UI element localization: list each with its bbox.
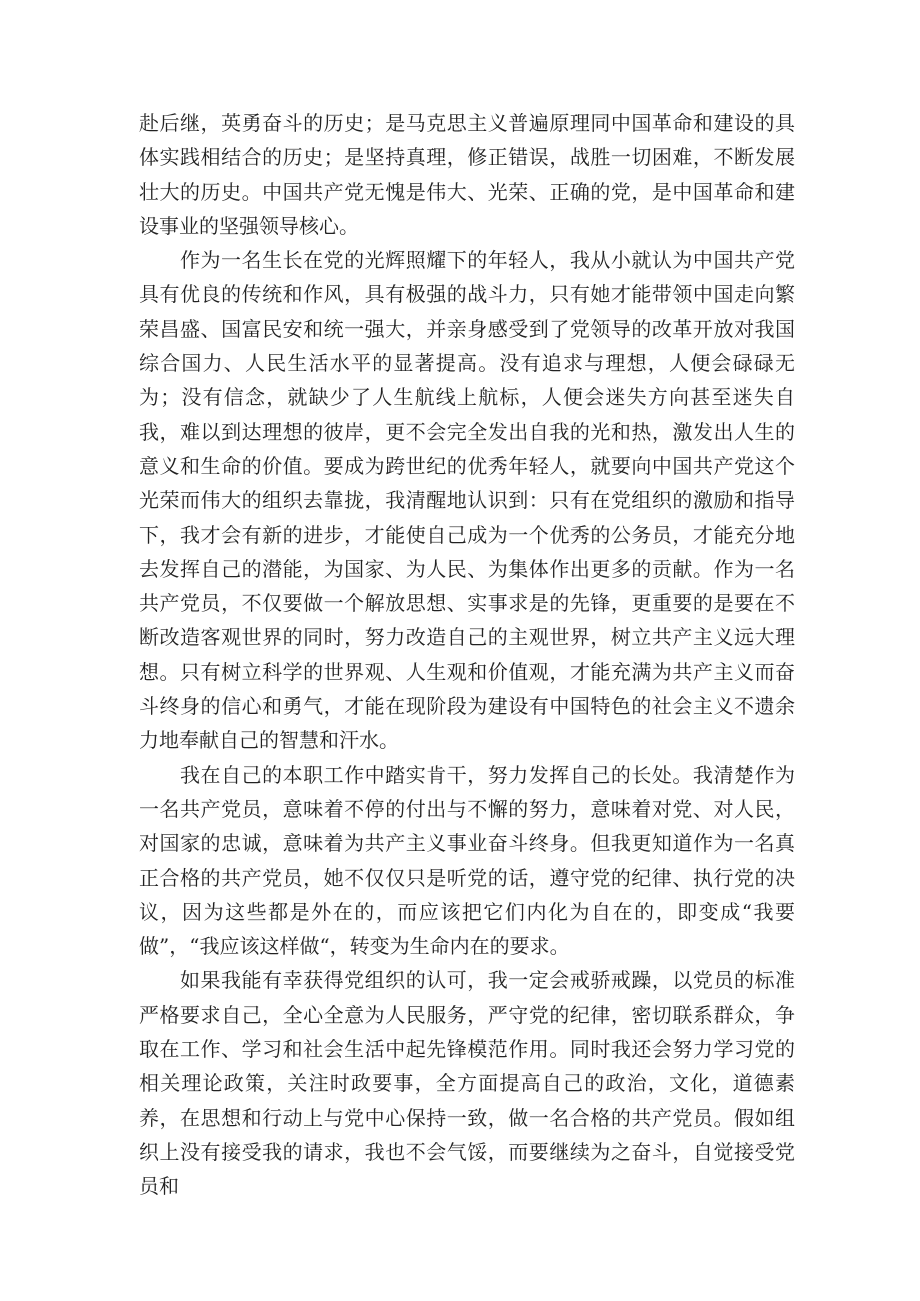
paragraph: 如果我能有幸获得党组织的认可，我一定会戒骄戒躁，以党员的标准严格要求自己，全心全意为人民服务，严守党的纪律，密切联系群众，争取在工作、学习和社会生活中起先锋模范作用。同时我还会努力学习党的相关理论政策，关注时政要事，全方面提高自己的政治，文化，道德素养，在思想和行动上与党中心保持一致，做一名合格的共产党员。假如组织上没有接受我的请求，我也不会气馁，而要继续为之奋斗，自觉接受党员和 (139, 968, 795, 1199)
paragraph: 我在自己的本职工作中踏实肯干，努力发挥自己的长处。我清楚作为一名共产党员，意味着不停的付出与不懈的努力，意味着对党、对人民，对国家的忠诚，意味着为共产主义事业奋斗终身。但我更知道作为一名真正合格的共产党员，她不仅仅只是听党的话，遵守党的纪律、执行党的决议，因为这些都是外在的，而应该把它们内化为自在的，即变成“我要做”，“我应该这样做“，转变为生命内在的要求。 (139, 762, 795, 959)
paragraph-continuation: 赴后继，英勇奋斗的历史；是马克思主义普遍原理同中国革命和建设的具体实践相结合的历史；是坚持真理，修正错误，战胜一切困难，不断发展壮大的历史。中国共产党无愧是伟大、光荣、正确的党，是中国革命和建设事业的坚强领导核心。 (139, 111, 795, 238)
paragraph: 作为一名生长在党的光辉照耀下的年轻人，我从小就认为中国共产党具有优良的传统和作风，具有极强的战斗力，只有她才能带领中国走向繁荣昌盛、国富民安和统一强大，并亲身感受到了党领导的改革开放对我国综合国力、人民生活水平的显著提高。没有追求与理想，人便会碌碌无为；没有信念，就缺少了人生航线上航标，人便会迷失方向甚至迷失自我，难以到达理想的彼岸，更不会完全发出自我的光和热，激发出人生的意义和生命的价值。要成为跨世纪的优秀年轻人，就要向中国共产党这个光荣而伟大的组织去靠拢，我清醒地认识到：只有在党组织的激励和指导下，我才会有新的进步，才能使自己成为一个优秀的公务员，才能充分地去发挥自己的潜能，为国家、为人民、为集体作出更多的贡献。作为一名共产党员，不仅要做一个解放思想、实事求是的先锋，更重要的是要在不断改造客观世界的同时，努力改造自己的主观世界，树立共产主义远大理想。只有树立科学的世界观、人生观和价值观，才能充满为共产主义而奋斗终身的信心和勇气，才能在现阶段为建设有中国特色的社会主义不遗余力地奉献自己的智慧和汗水。 (139, 248, 795, 753)
document-body (139, 106, 795, 1204)
